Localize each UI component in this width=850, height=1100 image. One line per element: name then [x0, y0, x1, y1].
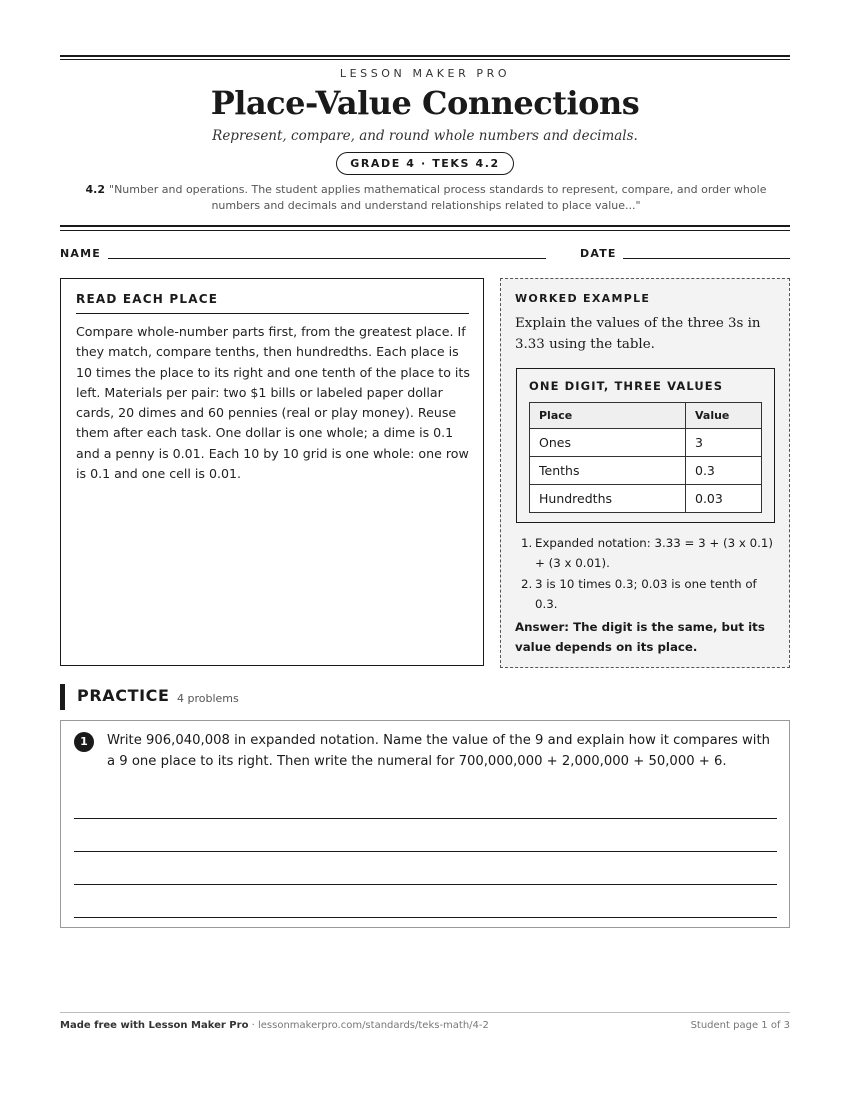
brand-name: LESSON MAKER PRO: [339, 67, 511, 80]
problem-card: [60, 720, 790, 928]
column-header-value: Value: [686, 403, 762, 429]
footer-credit: [60, 1020, 489, 1031]
table-cell: Ones: [530, 429, 686, 457]
step-number: 1.: [521, 536, 533, 550]
read-body-text: Compare whole-number parts first, from the greatest place. If they match, compare tenths, then hundredths. Each place is 10 times the place to its right and one tenth of the place to its left. Materials per pair: two $1 bills or labeled paper dollar cards, 20 dimes and 60 pennies (real or play money). Reuse them after each task. One dollar is one whole; a dime is 0.1 and a penny is 0.01. Each 10 by 10 grid is one whole: one row is 0.1 and one cell is 0.01.: [76, 324, 470, 482]
table-cell: 0.3: [686, 457, 762, 485]
table-row: [530, 457, 762, 485]
place-value-table: [529, 402, 762, 513]
practice-heading: PRACTICE: [77, 686, 170, 705]
footer-made-with: Made free with Lesson Maker Pro: [60, 1020, 249, 1031]
name-label: NAME: [60, 247, 101, 260]
footer-url: · lessonmakerpro.com/standards/teks-math/4-2: [248, 1020, 489, 1031]
date-label: DATE: [580, 247, 617, 260]
table-header-row: [530, 403, 762, 429]
table-cell: Tenths: [530, 457, 686, 485]
answer-line[interactable]: [74, 818, 777, 819]
worked-answer: Answer: The digit is the same, but its value depends on its place.: [515, 620, 765, 654]
worked-steps-list: [515, 533, 777, 615]
footer-page-number: Student page 1 of 3: [690, 1020, 790, 1031]
header-bottom-rule: [60, 225, 790, 227]
worked-example-box: [500, 278, 790, 668]
standard-text: "Number and operations. The student applies mathematical process standards to represent, compare, and order whole numbers and decimals and understand relationships related to place value...": [109, 183, 767, 212]
table-cell: 0.03: [686, 485, 762, 513]
page-title: Place-Value Connections: [210, 84, 640, 122]
worked-example-heading: WORKED EXAMPLE: [515, 292, 651, 305]
answer-line[interactable]: [74, 917, 777, 918]
header-rule: [60, 55, 790, 57]
column-header-place: Place: [530, 403, 686, 429]
problem-text: Write 906,040,008 in expanded notation. Name the value of the 9 and explain how it compares with a 9 one place to its right. Then write the numeral for 700,000,000 + 2,000,000 + 50,000 + 6.: [107, 733, 770, 769]
table-title: ONE DIGIT, THREE VALUES: [529, 379, 724, 393]
standard-statement: [66, 182, 786, 214]
place-value-table-box: [516, 368, 775, 523]
problem-number-badge: 1: [74, 732, 94, 752]
step-text: 3 is 10 times 0.3; 0.03 is one tenth of 0.3.: [535, 577, 757, 611]
practice-count: 4 problems: [177, 692, 239, 705]
name-field[interactable]: [108, 258, 546, 259]
footer-rule: [60, 1012, 790, 1013]
step-text: Expanded notation: 3.33 = 3 + (3 x 0.1) + (3 x 0.01).: [535, 536, 773, 570]
list-item: [515, 533, 777, 573]
table-row: [530, 429, 762, 457]
read-heading: READ EACH PLACE: [76, 292, 469, 314]
grade-badge: GRADE 4 · TEKS 4.2: [336, 152, 514, 175]
answer-line[interactable]: [74, 884, 777, 885]
standard-code: 4.2: [85, 183, 106, 196]
practice-accent-bar: [60, 684, 65, 710]
table-row: [530, 485, 762, 513]
table-cell: 3: [686, 429, 762, 457]
header-rule-thin: [60, 59, 790, 60]
header-bottom-rule-thin: [60, 230, 790, 231]
read-each-place-box: [60, 278, 484, 666]
date-field[interactable]: [623, 258, 790, 259]
table-cell: Hundredths: [530, 485, 686, 513]
list-item: [515, 574, 777, 614]
answer-line[interactable]: [74, 851, 777, 852]
worked-example-question: Explain the values of the three 3s in 3.33 using the table.: [515, 316, 761, 352]
page-subtitle: Represent, compare, and round whole numbers and decimals.: [212, 128, 638, 144]
badge-container: [60, 152, 790, 175]
step-number: 2.: [521, 577, 533, 591]
